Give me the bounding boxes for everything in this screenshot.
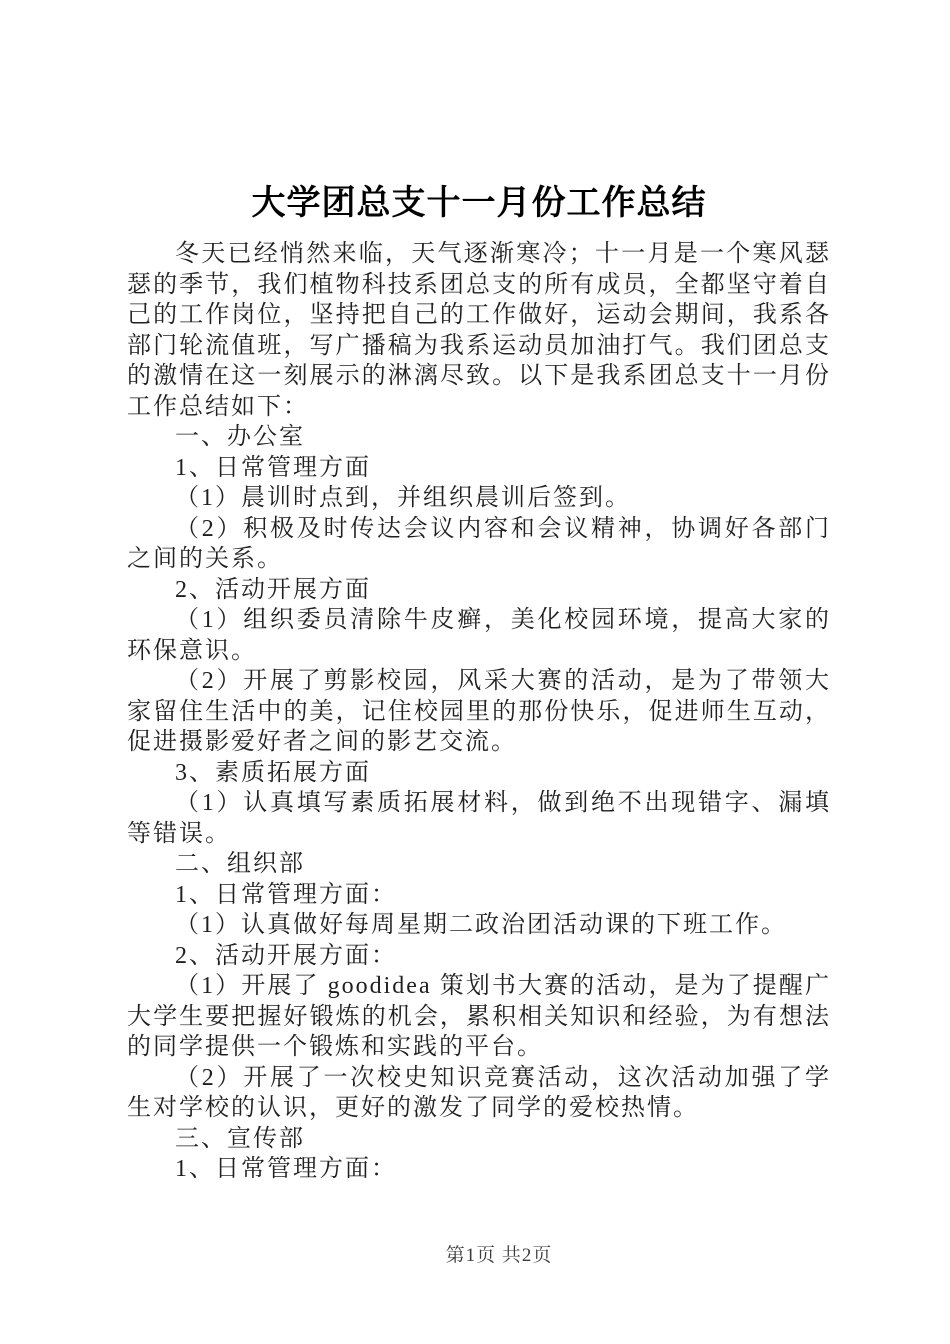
- page-footer: [24, 1240, 950, 1267]
- paragraph: 1、日常管理方面：: [175, 1156, 397, 1182]
- paragraph: 一、办公室: [175, 424, 305, 450]
- paragraph: （1）开展了 goodidea 策划书大赛的活动，是为了提醒广大学生要把握好锻炼的机会，累积相关知识和经验，为有想法的同学提供一个锻炼和实践的平台。: [127, 973, 831, 1060]
- paragraph: 3、素质拓展方面: [175, 759, 371, 786]
- paragraph: （1）认真填写素质拓展材料，做到绝不出现错字、漏填等错误。: [127, 790, 831, 847]
- page-number-text: 第1页 共2页: [445, 1245, 553, 1266]
- paragraph: （1）晨训时点到，并组织晨训后签到。: [175, 485, 631, 511]
- paragraph: 2、活动开展方面：: [175, 942, 397, 969]
- paragraph: 二、组织部: [175, 851, 305, 877]
- paragraph: （2）开展了一次校史知识竞赛活动，这次活动加强了学生对学校的认识，更好的激发了同学的爱校热情。: [127, 1064, 831, 1121]
- paragraph: （1）认真做好每周星期二政治团活动课的下班工作。: [175, 912, 787, 938]
- paragraph: 1、日常管理方面：: [175, 881, 397, 908]
- paragraph: （2）开展了剪影校园，风采大赛的活动，是为了带领大家留住生活中的美，记住校园里的那份快乐，促进师生互动，促进摄影爱好者之间的影艺交流。: [127, 668, 831, 755]
- document-content: [127, 180, 831, 1185]
- paragraph: 2、活动开展方面: [175, 576, 371, 603]
- paragraph: （2）积极及时传达会议内容和会议精神，协调好各部门之间的关系。: [127, 515, 831, 572]
- paragraph: （1）组织委员清除牛皮癣，美化校园环境，提高大家的环保意识。: [127, 607, 831, 664]
- document-body: [127, 239, 831, 1185]
- paragraph: 冬天已经悄然来临，天气逐渐寒冷；十一月是一个寒风瑟瑟的季节，我们植物科技系团总支的所有成员，全都坚守着自己的工作岗位，坚持把自己的工作做好，运动会期间，我系各部门轮流值班，写广播稿为我系运动员加油打气。我们团总支的激情在这一刻展示的淋漓尽致。以下是我系团总支十一月份工作总结如下：: [127, 241, 831, 420]
- document-title: 大学团总支十一月份工作总结: [251, 184, 707, 222]
- paragraph: 三、宣传部: [175, 1125, 305, 1152]
- paragraph: 1、日常管理方面: [175, 454, 371, 481]
